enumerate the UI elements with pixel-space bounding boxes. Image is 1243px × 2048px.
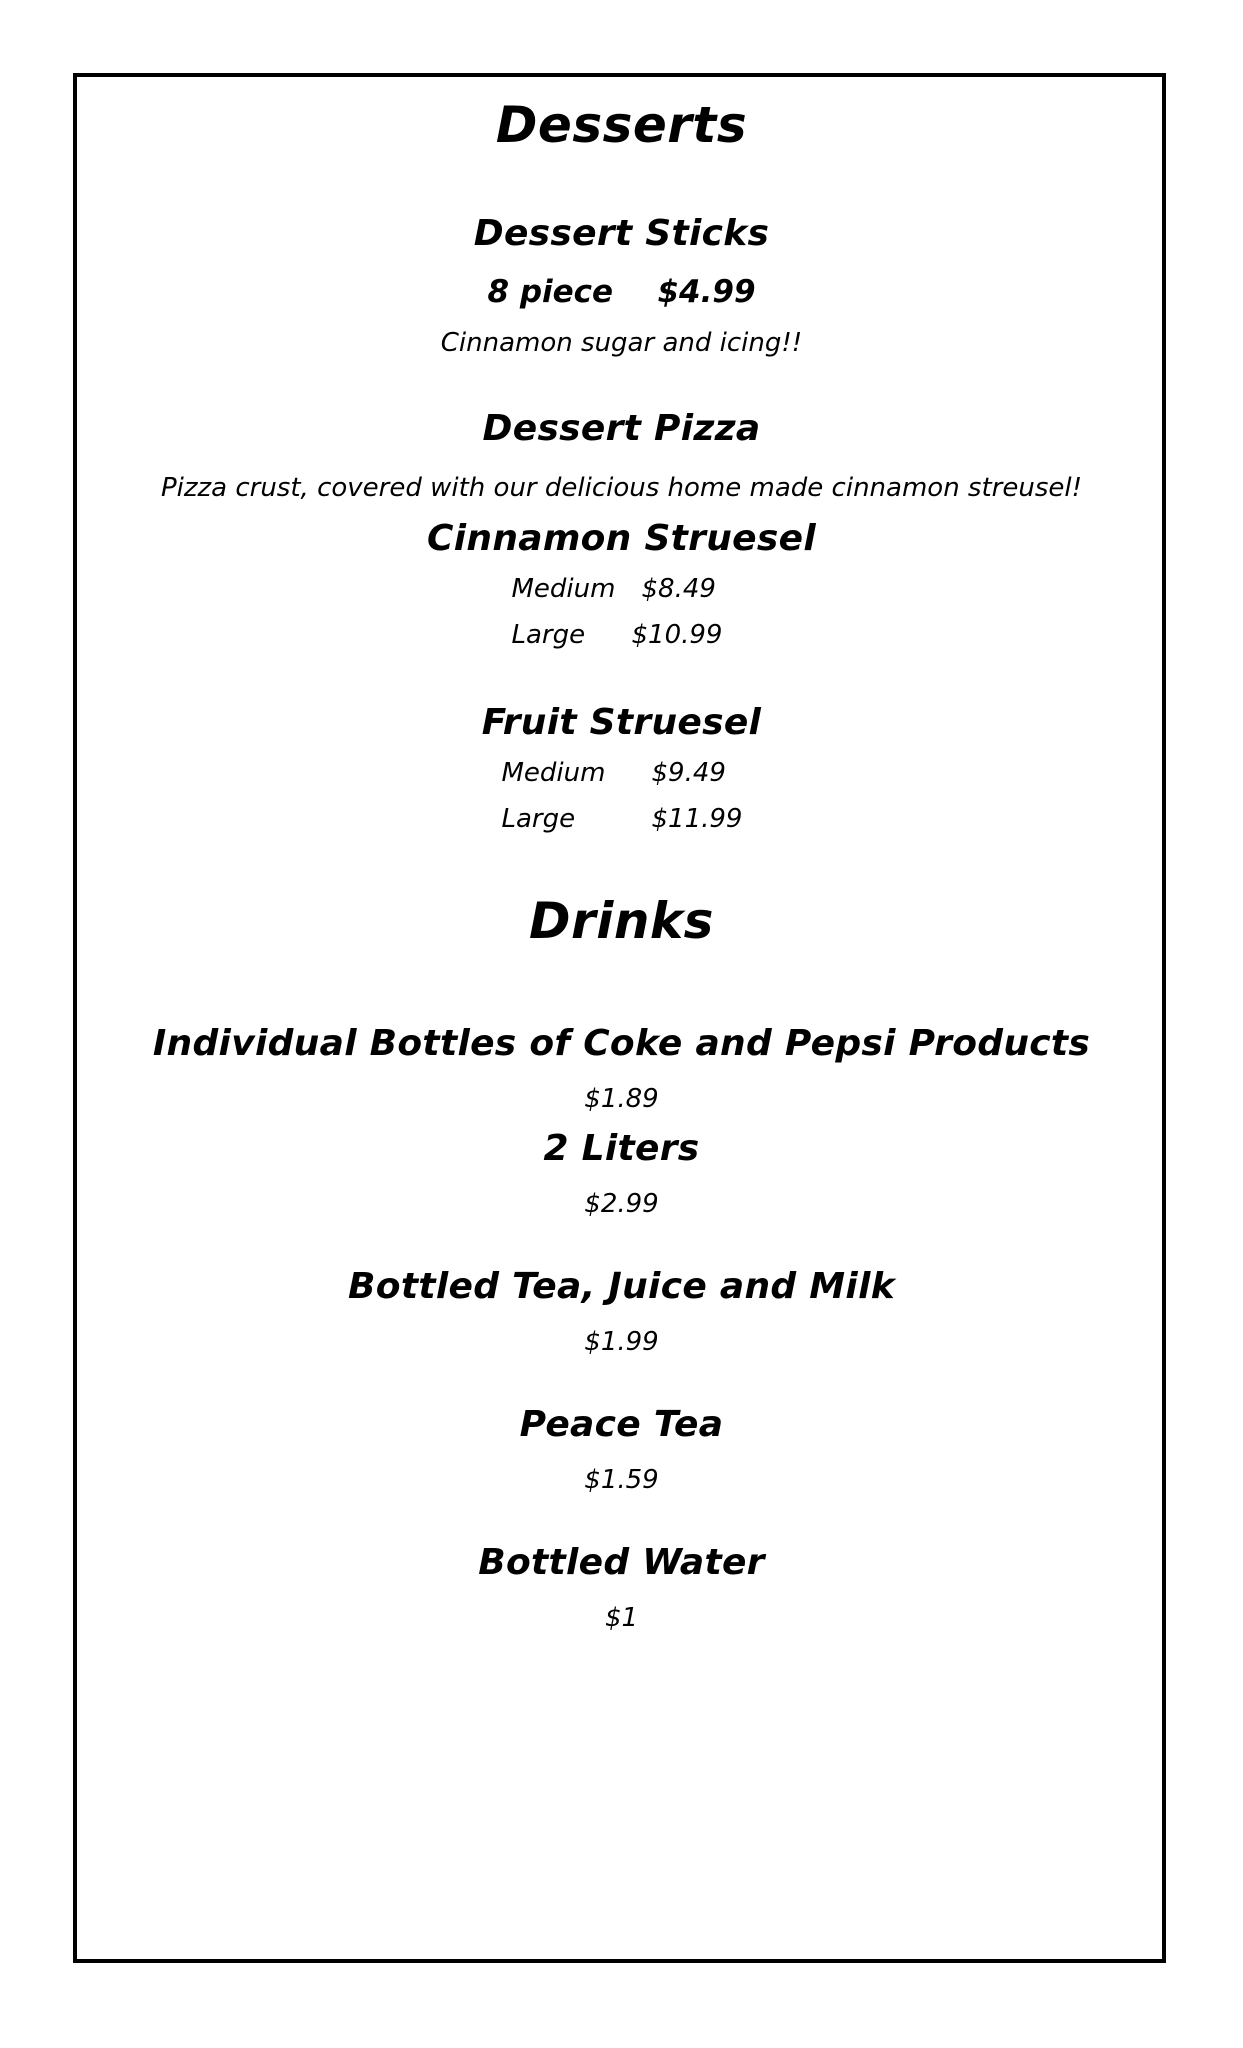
drink-item-title: Peace Tea: [519, 1404, 724, 1445]
dessert-sticks-size: 8 piece: [487, 274, 614, 310]
drink-item-price: $1.89: [584, 1084, 659, 1114]
cinnamon-large-row: [0, 620, 1243, 650]
drink-item-price: $2.99: [584, 1189, 659, 1219]
fruit-large-price: $11.99: [651, 804, 743, 834]
cinnamon-medium-price: $8.49: [641, 574, 716, 604]
fruit-large-row: [0, 804, 1243, 834]
dessert-sticks-price: $4.99: [657, 274, 756, 310]
drink-item-title: Bottled Water: [478, 1542, 765, 1583]
fruit-medium-price: $9.49: [651, 758, 726, 788]
fruit-medium-row: [0, 758, 1243, 788]
drink-item-price: $1: [604, 1603, 639, 1633]
drink-item-price: $1.59: [584, 1465, 659, 1495]
drink-item-title: 2 Liters: [543, 1128, 700, 1169]
cinnamon-large-price: $10.99: [631, 620, 723, 650]
drink-item-title: Bottled Tea, Juice and Milk: [348, 1266, 895, 1307]
dessert-pizza-description: Pizza crust, covered with our delicious home made cinnamon streusel!: [160, 473, 1083, 503]
drink-item-title: Individual Bottles of Coke and Pepsi Products: [152, 1023, 1091, 1064]
dessert-sticks-description: Cinnamon sugar and icing!!: [440, 328, 803, 358]
cinnamon-medium-row: [0, 574, 1243, 604]
desserts-heading: Desserts: [495, 96, 748, 154]
drinks-heading: Drinks: [529, 892, 714, 950]
dessert-sticks-title: Dessert Sticks: [473, 213, 770, 254]
cinnamon-large-size: Large: [511, 620, 586, 650]
cinnamon-struesel-title: Cinnamon Struesel: [427, 518, 816, 559]
fruit-struesel-title: Fruit Struesel: [481, 702, 762, 743]
dessert-pizza-title: Dessert Pizza: [482, 408, 761, 449]
drink-item-price: $1.99: [584, 1327, 659, 1357]
fruit-large-size: Large: [501, 804, 576, 834]
dessert-sticks-price-row: [0, 274, 1243, 310]
fruit-medium-size: Medium: [501, 758, 606, 788]
cinnamon-medium-size: Medium: [511, 574, 616, 604]
